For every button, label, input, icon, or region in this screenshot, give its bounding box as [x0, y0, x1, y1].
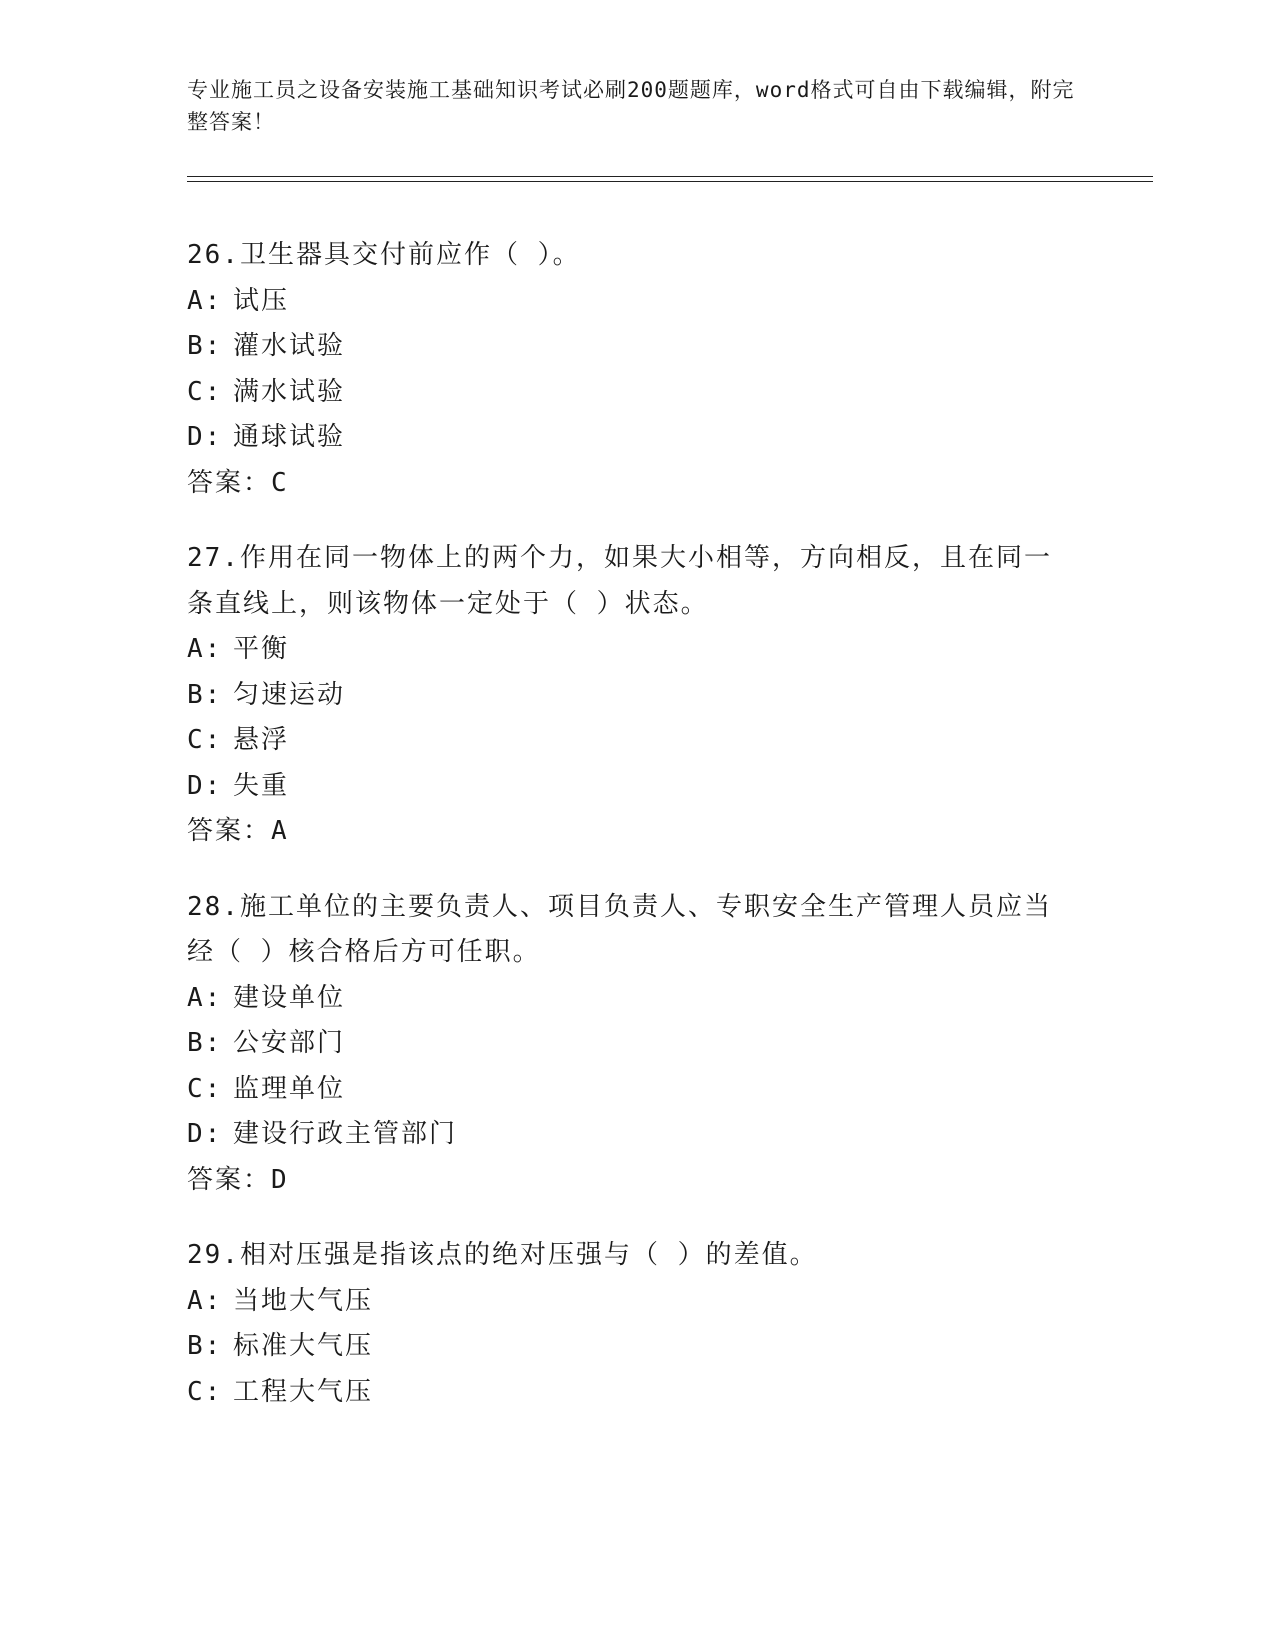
question-26	[187, 233, 1087, 506]
question-28	[187, 885, 1087, 1204]
option-c	[187, 370, 1087, 416]
answer-label: 答案：	[187, 1164, 272, 1195]
option-b	[187, 1021, 1087, 1067]
header-divider-bottom	[187, 181, 1153, 182]
option-letter: B:	[187, 1028, 223, 1058]
answer-value: A	[271, 816, 289, 846]
answer-line	[187, 461, 1087, 507]
option-text: 平衡	[233, 634, 290, 664]
option-text: 监理单位	[233, 1073, 346, 1104]
option-a	[187, 279, 1087, 325]
document-header: 专业施工员之设备安装施工基础知识考试必刷200题题库，word格式可自由下载编辑，附完整答案！	[187, 78, 1075, 134]
option-text: 满水试验	[233, 376, 346, 407]
answer-label: 答案：	[187, 816, 272, 846]
option-d	[187, 1112, 1087, 1158]
option-c	[187, 718, 1087, 764]
option-letter: A:	[187, 982, 223, 1013]
question-27	[187, 536, 1087, 855]
option-a	[187, 976, 1087, 1022]
option-b	[187, 1324, 1087, 1370]
option-text: 标准大气压	[233, 1331, 374, 1361]
question-stem: 27.作用在同一物体上的两个力，如果大小相等，方向相反，且在同一条直线上，则该物体一定处于（ ）状态。	[187, 543, 1052, 619]
option-letter: B:	[187, 331, 223, 361]
option-letter: B:	[187, 679, 223, 710]
question-stem: 26.卫生器具交付前应作（ ）。	[187, 240, 581, 270]
option-letter: D:	[187, 422, 223, 452]
header-divider-top	[187, 176, 1153, 177]
option-text: 试压	[233, 285, 290, 316]
answer-line	[187, 1158, 1087, 1204]
option-b	[187, 324, 1087, 370]
option-c	[187, 1067, 1087, 1113]
question-29	[187, 1233, 1087, 1415]
answer-value: C	[271, 467, 289, 498]
option-d	[187, 415, 1087, 461]
option-text: 建设行政主管部门	[233, 1119, 458, 1149]
answer-line	[187, 809, 1087, 855]
option-letter: C:	[187, 1073, 223, 1104]
option-letter: D:	[187, 1119, 223, 1149]
option-text: 匀速运动	[233, 679, 346, 710]
answer-label: 答案：	[187, 467, 272, 498]
option-text: 通球试验	[233, 422, 346, 452]
option-letter: D:	[187, 770, 223, 801]
option-letter: C:	[187, 1376, 223, 1407]
option-letter: A:	[187, 634, 223, 664]
option-letter: A:	[187, 285, 223, 316]
option-letter: B:	[187, 1331, 223, 1361]
option-text: 公安部门	[233, 1028, 346, 1058]
option-c	[187, 1370, 1087, 1416]
question-list	[187, 233, 1087, 1445]
question-stem: 29.相对压强是指该点的绝对压强与（ ）的差值。	[187, 1240, 818, 1270]
option-a	[187, 1279, 1087, 1325]
answer-value: D	[271, 1164, 289, 1195]
option-text: 建设单位	[233, 982, 346, 1013]
option-a	[187, 627, 1087, 673]
option-d	[187, 764, 1087, 810]
option-letter: C:	[187, 725, 223, 755]
option-letter: A:	[187, 1285, 223, 1316]
option-text: 失重	[233, 770, 290, 801]
option-b	[187, 673, 1087, 719]
option-text: 灌水试验	[233, 331, 346, 361]
option-text: 工程大气压	[233, 1376, 374, 1407]
option-text: 悬浮	[233, 725, 290, 755]
option-text: 当地大气压	[233, 1285, 374, 1316]
option-letter: C:	[187, 376, 223, 407]
question-stem: 28.施工单位的主要负责人、项目负责人、专职安全生产管理人员应当经（ ）核合格后方可任职。	[187, 891, 1052, 967]
